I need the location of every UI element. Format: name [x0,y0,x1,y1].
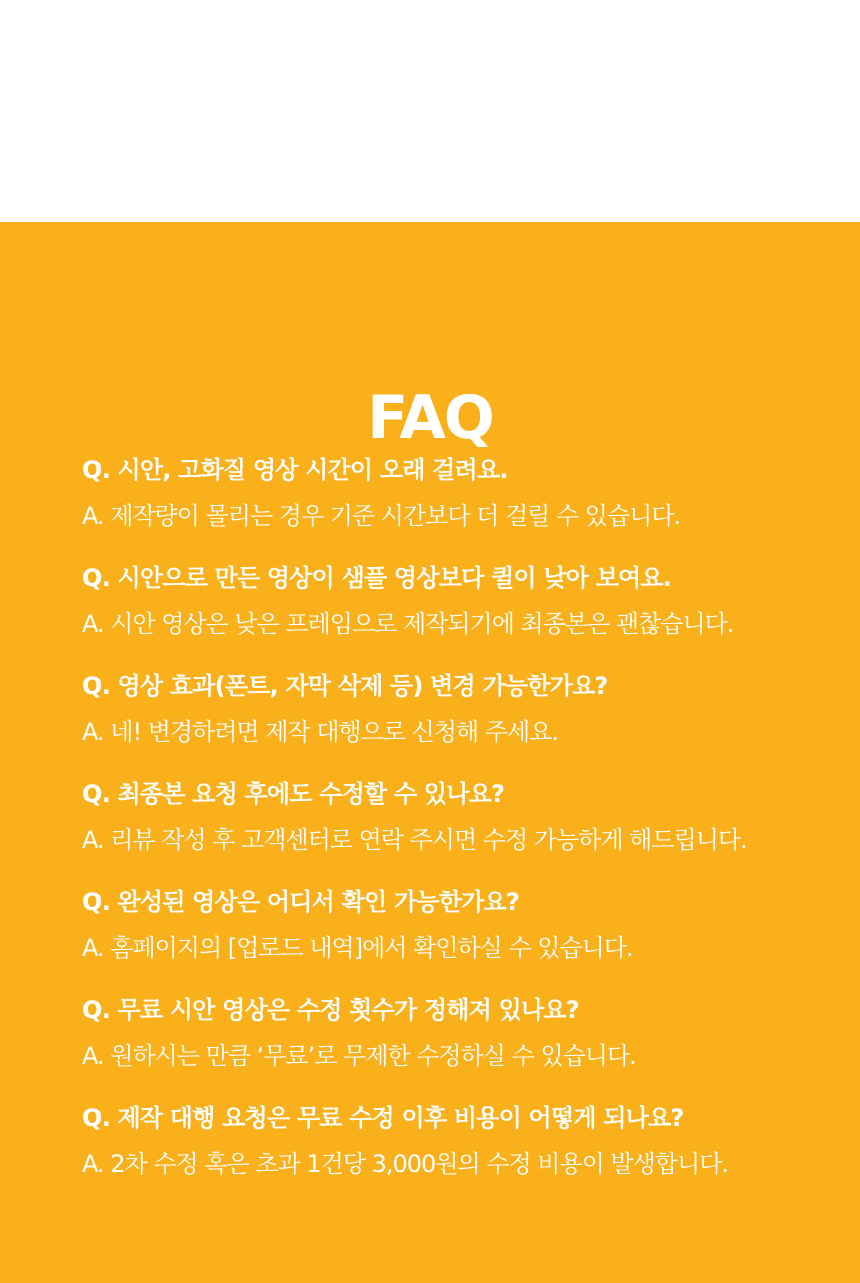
faq-item [82,885,842,993]
faq-question: Q. 영상 효과(폰트, 자막 삭제 등) 변경 가능한가요? [82,672,608,700]
faq-item [82,777,842,885]
faq-question: Q. 무료 시안 영상은 수정 횟수가 정해져 있나요? [82,996,579,1024]
faq-answer: A. 시안 영상은 낮은 프레임으로 제작되기에 최종본은 괜찮습니다. [82,610,734,638]
faq-question: Q. 시안, 고화질 영상 시간이 오래 걸려요. [82,456,508,484]
faq-title: FAQ [367,382,493,453]
faq-answer: A. 네! 변경하려면 제작 대행으로 신청해 주세요. [82,718,558,746]
faq-answer: A. 원하시는 만큼 ‘무료’로 무제한 수정하실 수 있습니다. [82,1042,636,1070]
faq-answer: A. 홈페이지의 [업로드 내역]에서 확인하실 수 있습니다. [82,934,633,962]
faq-item [82,1101,842,1209]
faq-answer: A. 제작량이 몰리는 경우 기준 시간보다 더 걸릴 수 있습니다. [82,502,681,530]
faq-question: Q. 제작 대행 요청은 무료 수정 이후 비용이 어떻게 되나요? [82,1104,684,1132]
faq-answer: A. 리뷰 작성 후 고객센터로 연락 주시면 수정 가능하게 해드립니다. [82,826,747,854]
faq-question: Q. 시안으로 만든 영상이 샘플 영상보다 퀼이 낮아 보여요. [82,564,672,592]
faq-answer: A. 2차 수정 혹은 초과 1건당 3,000원의 수정 비용이 발생합니다. [82,1150,729,1178]
faq-list [82,453,842,1209]
faq-item [82,561,842,669]
faq-section [0,222,860,1283]
faq-question: Q. 완성된 영상은 어디서 확인 가능한가요? [82,888,519,916]
faq-question: Q. 최종본 요청 후에도 수정할 수 있나요? [82,780,505,808]
faq-item [82,993,842,1101]
top-blank-area [0,0,860,222]
faq-item [82,669,842,777]
faq-item [82,453,842,561]
